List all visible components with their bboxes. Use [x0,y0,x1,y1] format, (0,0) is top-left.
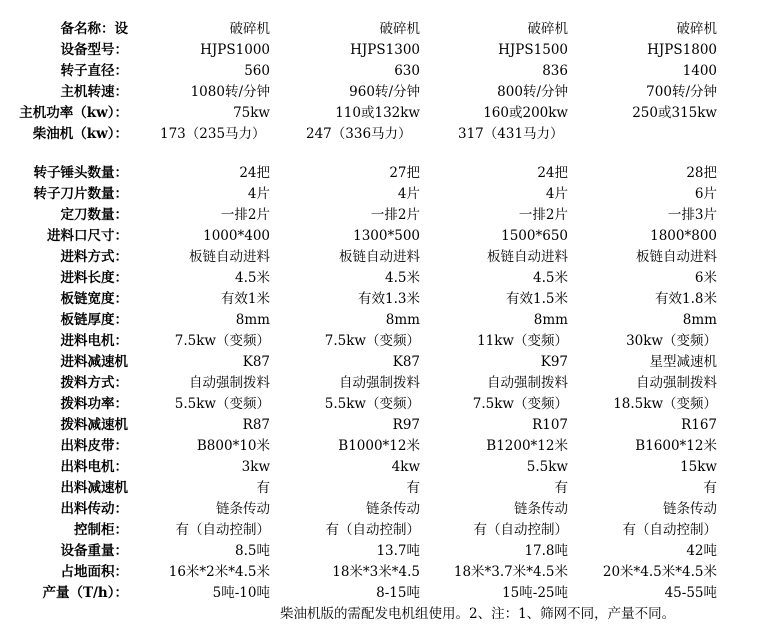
row-value-col1: 4.5米 [235,270,270,286]
row-label: 转子直径： [60,63,128,79]
row-value-col3: 800转/分钟 [497,84,568,100]
row-label: 主机功率（kw）： [19,105,128,121]
row-value-col4: 45-55吨 [664,585,717,601]
row-label: 拨料方式： [60,375,128,391]
row-value-col4: 8mm [682,312,717,328]
row-value-col3: 18米*3.7米*4.5米 [453,564,568,580]
row-label: 主机转速： [60,84,128,100]
row-value-col4: 1800*800 [650,228,717,244]
footnote: 柴油机版的需配发电机组使用。2、注：1、筛网不同，产量不同。 [280,606,676,622]
row-value-col1: 75kw [233,105,270,121]
row-value-col3: 11kw（变频） [477,333,568,349]
row-value-col4: R167 [681,417,717,433]
row-value-col4: 20米*4.5米*4.5米 [602,564,717,580]
row-label: 拨料功率： [60,396,128,412]
row-value-col1: 有效1米 [220,291,270,307]
row-value-col1: B800*10米 [196,438,270,454]
table-row [0,124,764,145]
row-value-col1: 24把 [239,165,270,181]
row-label: 占地面积： [60,564,128,580]
row-value-col1: 一排2片 [220,207,270,223]
row-label: 转子刀片数量： [33,186,128,202]
row-label: 定刀数量： [60,207,128,223]
row-label: 设备型号： [60,42,128,58]
table-row [0,103,764,124]
row-value-col1: 1080转/分钟 [190,84,270,100]
table-row [0,541,764,562]
row-value-col4: 星型减速机 [649,354,717,370]
row-value-col4: 6米 [694,270,717,286]
table-row [0,478,764,499]
table-row [0,184,764,205]
row-value-col3: 4.5米 [533,270,568,286]
row-value-col4: 有效1.8米 [655,291,717,307]
table-row [0,19,764,40]
table-row [0,415,764,436]
row-value-col2: 247（336马力） [306,126,412,142]
row-value-col2: 630 [394,63,420,79]
row-value-col4: HJPS1800 [647,42,717,58]
row-value-col2: 一排2片 [370,207,420,223]
row-label: 转子锤头数量： [33,165,128,181]
row-value-col1: 有 [256,480,270,496]
row-value-col3: B1200*12米 [486,438,568,454]
table-row [0,205,764,226]
row-label: 进料长度： [60,270,128,286]
row-value-col2: 板链自动进料 [339,249,420,265]
table-row [0,163,764,184]
row-value-col3: 4片 [545,186,568,202]
table-row [0,310,764,331]
row-value-col1: 8mm [235,312,270,328]
row-value-col2: R97 [392,417,420,433]
row-label: 出料传动： [60,501,128,517]
row-value-col1: 8.5吨 [235,543,270,559]
row-value-col4: 破碎机 [676,21,717,37]
row-value-col3: 5.5kw [526,459,568,475]
row-value-col2: 有效1.3米 [358,291,420,307]
row-label: 进料方式： [60,249,128,265]
table-row [0,226,764,247]
row-value-col2: 有（自动控制） [325,522,420,538]
row-value-col2: 8mm [385,312,420,328]
row-value-col2: HJPS1300 [350,42,420,58]
row-value-col3: R107 [532,417,568,433]
row-label: 产量（T/h）： [42,585,128,601]
row-value-col1: 16米*2米*4.5米 [168,564,270,580]
table-row [0,520,764,541]
table-row [0,436,764,457]
row-value-col2: 破碎机 [379,21,420,37]
row-value-col3: 链条传动 [514,501,568,517]
row-value-col4: 42吨 [686,543,717,559]
row-value-col2: 5.5kw（变频） [324,396,420,412]
row-label: 控制柜： [74,522,128,538]
row-value-col3: 317（431马力） [458,126,564,142]
table-row [0,457,764,478]
row-label: 板链宽度： [60,291,128,307]
row-value-col3: 836 [542,63,568,79]
row-value-col1: 1000*400 [203,228,270,244]
row-value-col3: 自动强制拨料 [487,375,568,391]
row-value-col4: 700转/分钟 [646,84,717,100]
row-value-col4: 有 [703,480,717,496]
row-value-col3: 1500*650 [501,228,568,244]
row-value-col1: 板链自动进料 [189,249,270,265]
row-value-col2: 1300*500 [353,228,420,244]
row-label: 设备重量： [60,543,128,559]
row-value-col1: 破碎机 [229,21,270,37]
row-value-col3: 一排2片 [518,207,568,223]
row-value-col4: 18.5kw（变频） [613,396,717,412]
row-value-col2: 4kw [391,459,420,475]
row-value-col2: 7.5kw（变频） [324,333,420,349]
row-value-col4: B1600*12米 [635,438,717,454]
row-value-col4: 一排3片 [667,207,717,223]
row-value-col3: 15吨-25吨 [502,585,568,601]
row-label: 出料电机： [60,459,128,475]
row-value-col3: 有 [554,480,568,496]
row-value-col2: 8-15吨 [376,585,420,601]
row-value-col3: HJPS1500 [498,42,568,58]
table-row [0,331,764,352]
row-value-col4: 30kw（变频） [626,333,717,349]
row-value-col1: 7.5kw（变频） [174,333,270,349]
row-value-col2: 18米*3米*4.5 [332,564,420,580]
row-label: 柴油机（kw）： [32,126,128,142]
table-row [0,61,764,82]
row-value-col2: 4片 [397,186,420,202]
table-row [0,82,764,103]
row-value-col1: 4片 [247,186,270,202]
row-value-col3: 破碎机 [527,21,568,37]
row-value-col1: 5.5kw（变频） [174,396,270,412]
row-value-col3: 有效1.5米 [506,291,568,307]
row-value-col4: 250或315kw [632,105,717,121]
row-value-col2: K87 [392,354,420,370]
table-row [0,562,764,583]
row-label: 进料电机： [60,333,128,349]
row-label: 出料减速机 [60,480,128,496]
row-value-col1: R87 [242,417,270,433]
row-value-col4: 链条传动 [663,501,717,517]
row-value-col1: HJPS1000 [200,42,270,58]
row-label: 拨料减速机 [60,417,128,433]
row-value-col2: 4.5米 [385,270,420,286]
table-row [0,583,764,604]
row-value-col2: 有 [406,480,420,496]
row-value-col4: 有（自动控制） [622,522,717,538]
row-label: 备名称：设 [60,21,128,37]
row-value-col3: 24把 [537,165,568,181]
row-value-col2: 27把 [389,165,420,181]
row-value-col4: 15kw [680,459,717,475]
row-label: 进料口尺寸： [47,228,128,244]
table-row [0,268,764,289]
row-label: 板链厚度： [60,312,128,328]
table-row [0,289,764,310]
row-value-col4: 28把 [686,165,717,181]
row-value-col2: 110或132kw [335,105,420,121]
row-value-col4: 1400 [682,63,717,79]
row-value-col1: 3kw [241,459,270,475]
row-value-col3: 有（自动控制） [473,522,568,538]
row-value-col1: K87 [242,354,270,370]
table-row [0,352,764,373]
table-row [0,394,764,415]
row-value-col4: 6片 [694,186,717,202]
row-label: 出料皮带： [60,438,128,454]
row-value-col1: 自动强制拨料 [189,375,270,391]
row-value-col3: 7.5kw（变频） [472,396,568,412]
row-value-col4: 板链自动进料 [636,249,717,265]
row-value-col2: 链条传动 [366,501,420,517]
table-row [0,247,764,268]
row-value-col3: 板链自动进料 [487,249,568,265]
row-value-col3: 17.8吨 [524,543,568,559]
row-value-col2: 自动强制拨料 [339,375,420,391]
row-value-col3: 160或200kw [483,105,568,121]
row-value-col1: 173（235马力） [160,126,266,142]
row-value-col1: 5吨-10吨 [212,585,270,601]
table-row [0,373,764,394]
row-value-col1: 链条传动 [216,501,270,517]
row-value-col4 [567,124,717,145]
row-value-col2: 13.7吨 [376,543,420,559]
row-label: 进料减速机 [60,354,128,370]
row-value-col2: B1000*12米 [338,438,420,454]
table-row [0,40,764,61]
row-value-col3: 8mm [533,312,568,328]
row-value-col1: 560 [244,63,270,79]
row-value-col4: 自动强制拨料 [636,375,717,391]
table-row [0,499,764,520]
row-value-col2: 960转/分钟 [349,84,420,100]
row-value-col3: K97 [540,354,568,370]
row-value-col1: 有（自动控制） [175,522,270,538]
